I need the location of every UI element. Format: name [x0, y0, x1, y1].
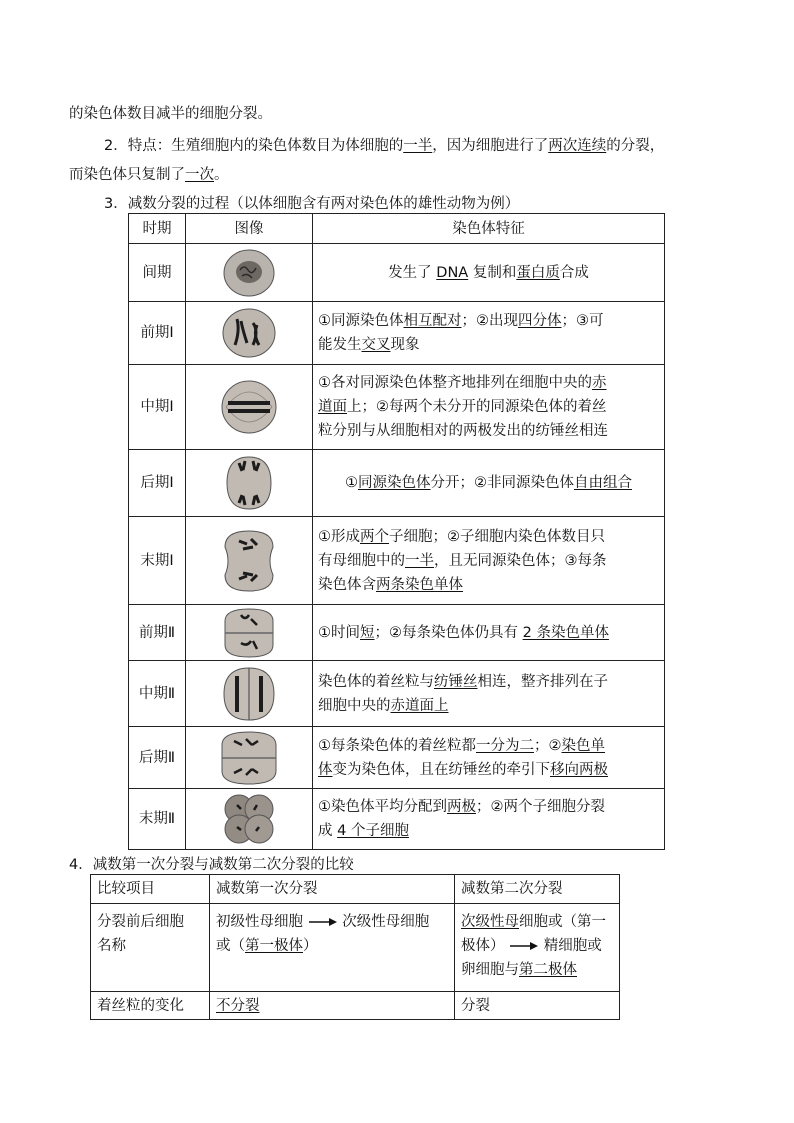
underlined-term: 交叉: [361, 337, 391, 353]
underlined-term: 次级性母: [461, 914, 519, 930]
text: ①时间: [318, 624, 360, 641]
text: 相连，整齐排列在子: [477, 673, 608, 690]
header-phase: 时期: [129, 214, 186, 244]
text: ；②每条染色体仍具有: [374, 624, 523, 641]
underlined-term: 不分裂: [216, 997, 260, 1014]
underlined-term: 一半: [403, 138, 433, 154]
underlined-term: DNA: [436, 264, 469, 281]
anaphase-2-cell-image: [186, 727, 313, 789]
interphase-cell-icon: [222, 248, 276, 298]
text: ①每条染色体的着丝粒都: [318, 737, 476, 754]
intro-line-1: 的染色体数目减半的细胞分裂。: [69, 106, 272, 122]
text: 2．特点：生殖细胞内的染色体数目为体细胞的: [104, 138, 404, 154]
prophase-2-cell-image: [186, 605, 313, 661]
underlined-term: 自由组合: [574, 475, 632, 491]
text: 初级性母细胞: [216, 914, 303, 930]
text: ；②出现: [461, 313, 518, 329]
text: 极体）: [461, 938, 505, 954]
underlined-term: 染色单: [561, 737, 605, 754]
table-row: [129, 517, 665, 605]
underlined-term: 道面: [318, 399, 347, 415]
text: 分裂前后细胞: [97, 914, 184, 930]
table-row: [129, 450, 665, 517]
phase-label: 中期Ⅱ: [129, 661, 186, 727]
header-feature: 染色体特征: [313, 214, 665, 244]
feature-cell: [313, 517, 665, 605]
underlined-term: 短: [360, 624, 375, 641]
metaphase-2-cell-image: [186, 661, 313, 727]
text: ，因为细胞进行了: [432, 138, 549, 154]
second-division-cell: 分裂: [455, 992, 620, 1020]
phase-label: 前期Ⅰ: [129, 302, 186, 365]
feature-cell: [313, 365, 665, 450]
prophase-1-cell-icon: [221, 307, 277, 359]
arrow-right-icon: [509, 941, 539, 951]
intro-line-2: [104, 136, 664, 156]
text: 卵细胞与: [461, 962, 519, 978]
intro-line-3: [69, 165, 229, 185]
text: 现象: [390, 337, 420, 353]
feature-cell: [313, 450, 665, 517]
telophase-2-cell-icon: [221, 791, 277, 847]
interphase-cell-image: [186, 244, 313, 302]
underlined-term: 第二极体: [519, 962, 577, 978]
phase-label: 前期Ⅱ: [129, 605, 186, 661]
text: 成: [318, 823, 338, 839]
metaphase-1-cell-image: [186, 365, 313, 450]
section-3-title: 3．减数分裂的过程（以体细胞含有两对染色体的雄性动物为例）: [104, 196, 520, 212]
underlined-term: 相互配对: [403, 313, 462, 329]
underlined-term: 纺锤丝: [434, 673, 478, 690]
header-item: 比较项目: [91, 875, 210, 904]
table-header-row: [129, 214, 665, 244]
prophase-1-cell-image: [186, 302, 313, 365]
text: 分开；②非同源染色体: [430, 475, 574, 491]
feature-cell: [313, 661, 665, 727]
first-division-cell: [210, 904, 455, 992]
text: ；②: [534, 737, 562, 754]
anaphase-1-cell-icon: [219, 453, 279, 513]
table-row: [129, 365, 665, 450]
metaphase-2-cell-icon: [220, 664, 278, 724]
text: 有母细胞中的: [318, 552, 405, 569]
phase-label: 末期Ⅱ: [129, 789, 186, 850]
underlined-term: 一半: [405, 552, 434, 569]
phase-label: 后期Ⅰ: [129, 450, 186, 517]
feature-cell: [313, 727, 665, 789]
telophase-2-cell-image: [186, 789, 313, 850]
phase-label: 后期Ⅱ: [129, 727, 186, 789]
underlined-term: 赤道面上: [390, 697, 449, 714]
text: ①同源染色体: [318, 313, 404, 329]
anaphase-1-cell-image: [186, 450, 313, 517]
table-row: [91, 992, 620, 1020]
table-row: [129, 244, 665, 302]
underlined-term: 第一极体: [245, 938, 303, 954]
text: 合成: [559, 264, 589, 281]
text: ①染色体平均分配到: [318, 799, 447, 815]
table-header-row: [91, 875, 620, 904]
text: 上；②每两个未分开的同源染色体的着丝: [347, 399, 607, 415]
text: 或（: [216, 938, 245, 954]
text: ①: [345, 475, 358, 491]
underlined-term: 4 个子细胞: [337, 823, 409, 839]
text: 。: [214, 167, 229, 183]
feature-cell: [313, 302, 665, 365]
text: 染色体含: [318, 576, 376, 593]
text: 精细胞或: [543, 938, 602, 954]
underlined-term: 蛋白质: [516, 264, 560, 281]
text: 次级性母细胞: [342, 914, 430, 930]
underlined-term: 两个: [360, 528, 389, 545]
table-row: [129, 302, 665, 365]
feature-cell: [313, 789, 665, 850]
prophase-2-cell-icon: [219, 607, 279, 659]
metaphase-1-cell-icon: [220, 379, 278, 435]
meiosis-comparison-table: [90, 874, 620, 1020]
text: 细胞中央的: [318, 697, 391, 714]
text: 复制和: [468, 264, 517, 281]
anaphase-2-cell-icon: [218, 729, 280, 787]
phase-label: 中期Ⅰ: [129, 365, 186, 450]
meiosis-process-table: [128, 213, 665, 850]
phase-label: 间期: [129, 244, 186, 302]
text: ）: [303, 938, 318, 954]
underlined-term: 移向两极: [550, 761, 608, 778]
text: 能发生: [318, 337, 362, 353]
underlined-term: 一分为二: [476, 737, 534, 754]
underlined-term: 2 条染色单体: [522, 624, 609, 641]
text: 的分裂，: [606, 138, 665, 154]
underlined-term: 两次连续: [548, 138, 607, 154]
header-second-division: 减数第二次分裂: [455, 875, 620, 904]
telophase-1-cell-image: [186, 517, 313, 605]
text: 细胞或（第一: [519, 914, 606, 930]
text: 子细胞；②子细胞内染色体数目只: [389, 528, 605, 545]
text: ①各对同源染色体整齐地排列在细胞中央的: [318, 375, 592, 391]
text: ，且无同源染色体；③每条: [434, 552, 607, 569]
underlined-term: 体: [318, 761, 333, 778]
text: ；③可: [561, 313, 604, 329]
table-row: [129, 661, 665, 727]
row-label: [91, 904, 210, 992]
text: 粒分别与从细胞相对的两极发出的纺锤丝相连: [318, 423, 608, 439]
text: 而染色体只复制了: [69, 167, 185, 183]
underlined-term: 两条染色单体: [376, 576, 463, 593]
row-label: 着丝粒的变化: [91, 992, 210, 1020]
underlined-term: 同源染色体: [358, 475, 431, 491]
table-row: [129, 727, 665, 789]
text: ；②两个子细胞分裂: [476, 799, 605, 815]
underlined-term: 四分体: [518, 313, 562, 329]
table-row: [91, 904, 620, 992]
table-row: [129, 789, 665, 850]
table-row: [129, 605, 665, 661]
underlined-term: 一次: [185, 167, 214, 183]
text: 名称: [97, 938, 126, 954]
first-division-cell: [210, 992, 455, 1020]
text: 染色体的着丝粒与: [318, 673, 434, 690]
text: 发生了: [388, 264, 437, 281]
text: ①形成: [318, 528, 360, 545]
section-4-title: 4．减数第一次分裂与减数第二次分裂的比较: [69, 857, 354, 873]
arrow-right-icon: [308, 917, 338, 927]
header-image: 图像: [186, 214, 313, 244]
feature-cell: [313, 244, 665, 302]
text: 变为染色体，且在纺锤丝的牵引下: [332, 761, 550, 778]
underlined-term: 两极: [447, 799, 476, 815]
second-division-cell: [455, 904, 620, 992]
feature-cell: [313, 605, 665, 661]
telophase-1-cell-icon: [219, 529, 279, 593]
underlined-term: 赤: [592, 375, 607, 391]
header-first-division: 减数第一次分裂: [210, 875, 455, 904]
phase-label: 末期Ⅰ: [129, 517, 186, 605]
